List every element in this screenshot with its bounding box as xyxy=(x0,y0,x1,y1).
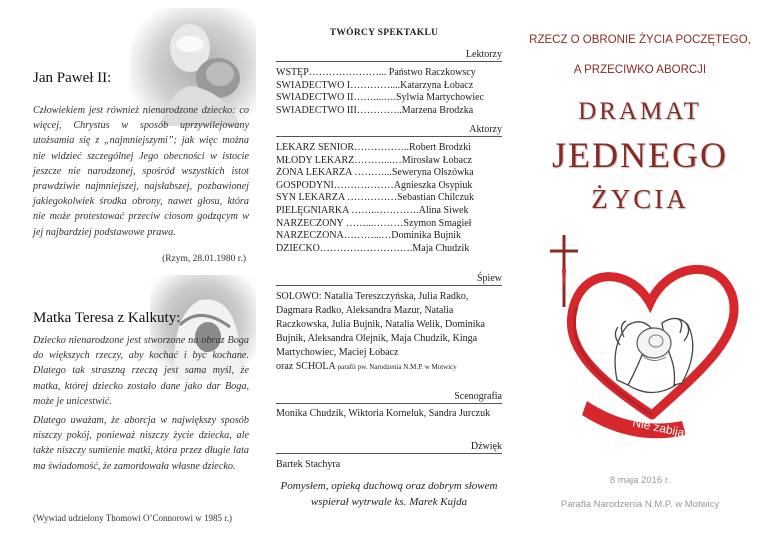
credit-row: NARZECZONA………...…Dominika Bujnik xyxy=(276,230,461,242)
credit-row: SYN LEKARZA ……………Sebastian Chilczuk xyxy=(276,192,475,204)
spiew-names: SOLOWO: Natalia Tereszczyńska, Julia Radko, Dagmara Radko, Aleksandra Mazur, Natalia Raczkowska, Julia Bujnik, Natalia Welik, Dominika Bujnik, Aleksandra Olejnik, Maja Chudzik, Kinga Martychowiec, Maciej Łobacz xyxy=(276,291,485,358)
title-jednego: JEDNEGO xyxy=(552,135,728,175)
mt-quote-2: Dlatego uważam, że aborcja w największy sposób niszczy pokój, ponieważ niszczy życie dziecka, ale także niszczy sumienie matki, która przez długie lata ma świadomość, że zamordowała własne dziecko. xyxy=(33,415,249,472)
cover-header-1: RZECZ O OBRONIE ŻYCIA POCZĘTEGO, xyxy=(529,34,751,46)
cover-panel xyxy=(512,0,768,543)
credit-row: ŚWIADECTWO I…………....Katarzyna Łobacz xyxy=(276,79,474,91)
credit-row: ŚWIADECTWO II……....….Sylwia Martychowiec xyxy=(276,92,485,104)
left-panel xyxy=(0,0,256,543)
section-dzwiek: Dźwięk xyxy=(276,440,502,454)
section-lektorzy: Lektorzy xyxy=(276,48,502,62)
title-zycia: ŻYCIA xyxy=(591,184,689,214)
section-scenografia: Scenografia xyxy=(276,390,502,404)
spiew-text xyxy=(276,290,502,374)
mt-source: (Wywiad udzielony Thomowi O’Connorowi w 1985 r.) xyxy=(33,513,233,523)
event-date: 8 maja 2016 r. xyxy=(609,475,671,486)
credit-row: WSTĘP…………………... Państwo Raczkowscy xyxy=(276,67,476,78)
credit-row: MŁODY LEKARZ………...…Mirosław Łobacz xyxy=(276,154,472,166)
spiew-schola: oraz SCHOLA xyxy=(276,361,336,372)
credit-row: ŚWIADECTWO III…………..Marzena Brodzka xyxy=(276,104,474,116)
aktorzy-list xyxy=(276,142,502,255)
jp-name: Jan Paweł II: xyxy=(33,70,112,86)
baby-icon xyxy=(637,328,671,361)
heart-hands-illustration xyxy=(532,225,757,455)
lektorzy-list xyxy=(276,67,502,117)
mt-quote-1: Dziecko nienarodzone jest stworzone na obraz Boga do większych rzeczy, aby kochać i być kochane. Dlatego tak straszną rzeczą jest sama myśl, że matka, której dziecko zostało dane jako dar Boga, może je unicestwić. xyxy=(33,335,249,407)
section-aktorzy: Aktorzy xyxy=(276,123,502,137)
credit-row: LEKARZ SENIOR……………..Robert Brodzki xyxy=(276,142,471,153)
section-spiew: Śpiew xyxy=(276,272,502,286)
title-dramat: DRAMAT xyxy=(578,98,702,125)
credit-row: NARZECZONY ……...………Szymon Smagieł xyxy=(276,217,472,229)
dzwiek-text: Bartek Stachyra xyxy=(276,459,341,470)
cover-header-2: A PRZECIWKO ABORCJI xyxy=(573,64,707,76)
parish-name: Parafia Narodzenia N.M.P. w Motwicy xyxy=(560,499,720,510)
credit-row: PIELĘGNIARKA ……..………….Alina Siwek xyxy=(276,204,469,216)
credit-row: GOSPODYNI………………Agnieszka Osypiuk xyxy=(276,179,473,191)
spiew-parish: parafii pw. Narodzenia N.M.P. w Motwicy xyxy=(337,363,457,371)
jp-source: (Rzym, 28.01.1980 r.) xyxy=(162,254,246,264)
credit-row: DZIECKO……………………….Maja Chudzik xyxy=(276,242,470,254)
ribbon-text: Nie zabijaj xyxy=(631,415,689,441)
jp-quote: Człowiekiem jest również nienarodzone dziecko: co więcej, Chrystus w sposób uprzywilejowany utożsamia się z „najmniejszymi”; jak więc można nie widzieć szczególnej Jego obecności w istocie jeszcze nie narodzonej, spośród wszystkich istot prawdziwie najmniejszej, najsłabszej, pozbawionej jakiegokolwiek środka obrony, nawet głosu, która nie może protestować przeciw ciosom godzącym w jej najbardziej podstawowe prawa. xyxy=(33,105,249,238)
closing-note: Pomysłem, opieką duchową oraz dobrym słowem wspierał wytrwale ks. Marek Kujda xyxy=(280,480,498,508)
scenografia-text: Monika Chudzik, Wiktoria Korneluk, Sandra Jurczuk xyxy=(276,408,491,419)
mt-name: Matka Teresa z Kalkuty: xyxy=(33,310,181,326)
credits-panel xyxy=(256,0,512,543)
credits-title: TWÓRCY SPEKTAKLU xyxy=(329,28,439,38)
credit-row: ŻONA LEKARZA ………...Seweryna Olszówka xyxy=(276,167,474,179)
